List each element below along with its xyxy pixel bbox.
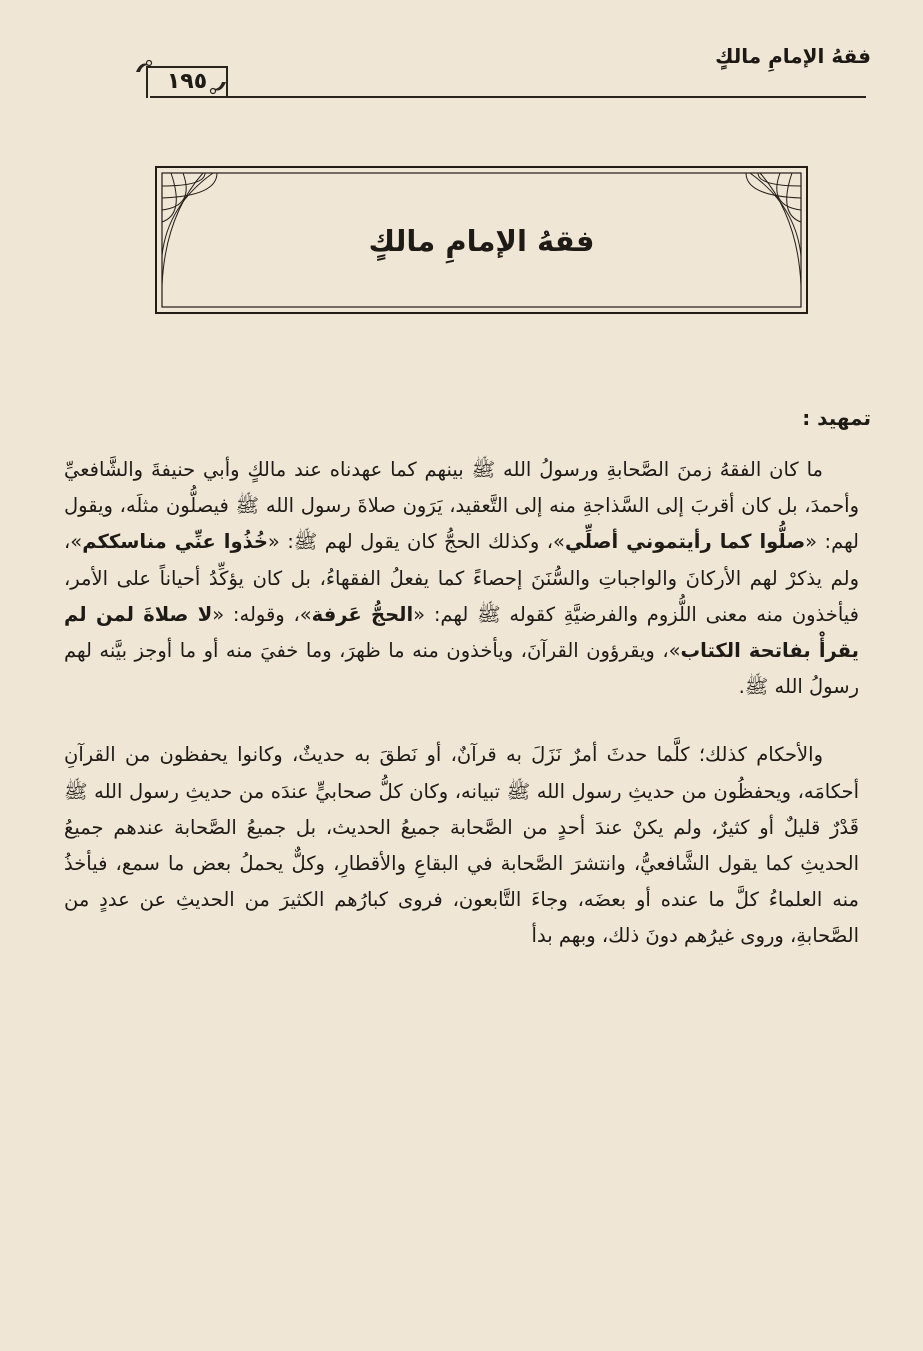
running-title: فقهُ الإمامِ مالكٍ <box>715 44 871 68</box>
floral-ornament-icon <box>134 58 154 76</box>
text-run: ما كان الفقهُ زمنَ الصَّحابةِ ورسولُ الله ﷺ بينهم كما عهدناه عند مالكٍ وأبي حنيفةَ والشَّافعيِّ وأحمدَ، بل كان أقربَ إلى السَّذاجةِ منه إلى التَّعقيد، يَرَون صلاةَ رسول الله ﷺ فيصلُّون مثلَه، ويقول لهم: « <box>64 458 859 554</box>
section-heading: تمهيد : <box>802 406 871 430</box>
floral-ornament-icon <box>208 78 228 96</box>
text-run: »، ولم يذكرْ لهم الأركانَ والواجباتِ والسُّنَنَ إحصاءً كما يفعلُ الفقهاءُ، بل كان يؤكِّدُ أحياناً على الأمر، فيأخذون منه معنى اللُّزوم والفرضيَّةِ كقوله ﷺ لهم: « <box>64 530 859 626</box>
text-run: »، وكذلك الحجُّ كان يقول لهم ﷺ: « <box>267 530 565 554</box>
header-rule <box>150 96 866 98</box>
body-text <box>64 452 859 955</box>
page-number: ١٩٥ <box>146 66 228 98</box>
hadith-quote: خُذُوا عنِّي مناسككم <box>82 530 268 554</box>
text-run: »، ويقرؤون القرآنَ، ويأخذون منه ما ظهرَ، وما خفيَ منه أو ما أوجز بيَّنه لهم رسولُ الله ﷺ. <box>64 639 859 699</box>
paragraph <box>64 452 859 705</box>
hadith-quote: الحجُّ عَرفة <box>311 602 414 626</box>
text-run: »، وقوله: « <box>212 602 312 626</box>
chapter-title: فقهُ الإمامِ مالكٍ <box>368 224 595 258</box>
hadith-quote: صلُّوا كما رأيتموني أصلِّي <box>564 530 806 554</box>
paragraph: والأحكام كذلك؛ كلَّما حدثَ أمرٌ نَزَلَ به قرآنٌ، أو نَطقَ به حديثٌ، وكانوا يحفظون من القرآنِ أحكامَه، ويحفظُون من حديثِ رسول الله ﷺ تبيانه، وكان كلُّ صحابيٍّ عندَه من حديثِ رسول الله ﷺ قَدْرٌ قليلٌ أو كثيرٌ، ولم يكنْ عندَ أحدٍ من الصَّحابة جميعُ الحديث، بل جميعُ الصَّحابة عندهم جميعُ الحديثِ كما يقول الشَّافعيُّ، وانتشرَ الصَّحابة في البقاعِ والأقطارِ، وكلٌّ يحملُ بعض ما سمع، فيأخذُ منه العلماءُ كلَّ ما عنده أو بعضَه، وجاءَ التَّابعون، فروى كبارُهم الكثيرَ من الحديثِ عن عددٍ من الصَّحابةِ، وروى غيرُهم دونَ ذلك، وبهم بدأ <box>64 743 859 948</box>
hadith-quote: لا صلاةَ لمن لم يقرأْ بفاتحة الكتاب <box>64 602 859 663</box>
